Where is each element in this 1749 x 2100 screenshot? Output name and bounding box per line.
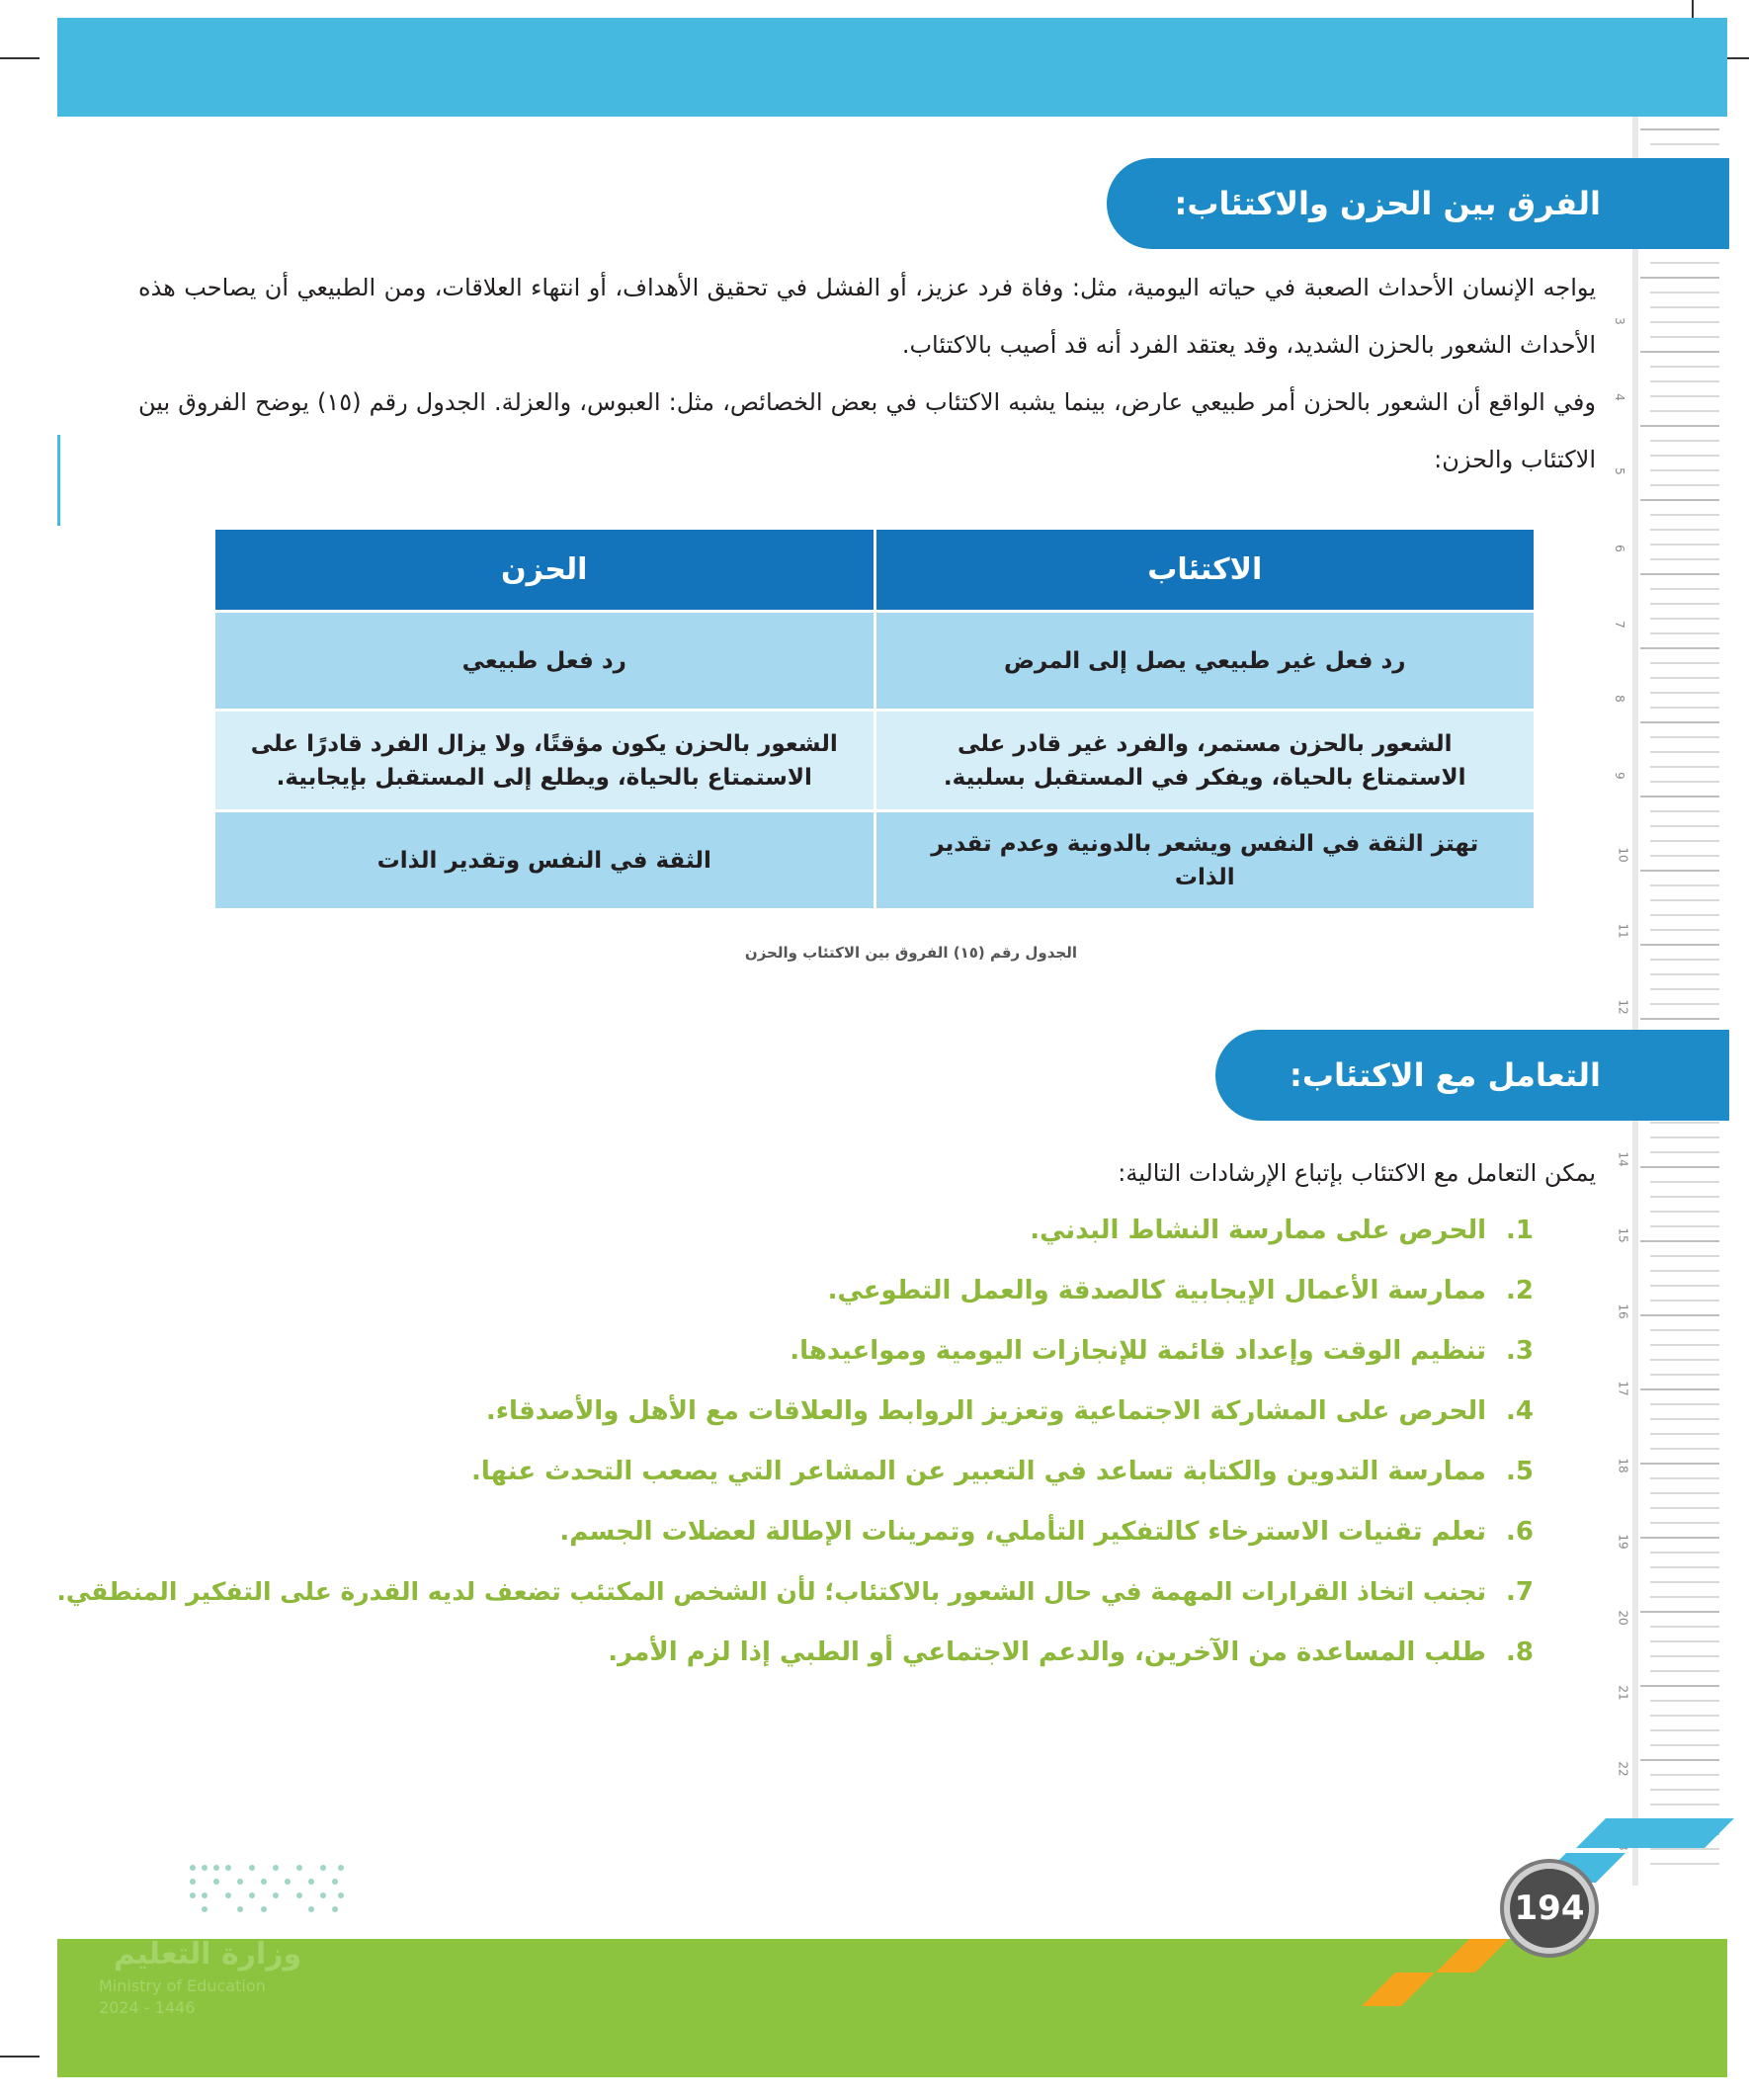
ruler-tick xyxy=(1650,292,1719,294)
ruler-number: 6 xyxy=(1612,545,1626,552)
ruler-number: 22 xyxy=(1616,1761,1630,1777)
ruler-tick xyxy=(1640,1463,1719,1465)
ruler-tick xyxy=(1650,1774,1719,1776)
section-title-difference: الفرق بين الحزن والاكتئاب: xyxy=(1107,158,1729,249)
side-ruler xyxy=(1632,117,1638,1886)
ruler-tick xyxy=(1640,1166,1719,1168)
ruler-tick xyxy=(1650,469,1719,471)
step-number: 7. xyxy=(1506,1577,1534,1607)
list-item xyxy=(138,1266,1534,1326)
ruler-tick xyxy=(1640,1240,1719,1242)
table-row xyxy=(214,711,1536,811)
ruler-tick xyxy=(1650,1670,1719,1672)
ruler-number: 20 xyxy=(1616,1610,1630,1626)
ruler-tick xyxy=(1650,1581,1719,1583)
ruler-tick xyxy=(1650,514,1719,516)
ruler-tick xyxy=(1650,1122,1719,1124)
ruler-tick xyxy=(1650,1848,1719,1850)
ruler-tick xyxy=(1650,751,1719,753)
step-text: طلب المساعدة من الآخرين، والدعم الاجتماعي أو الطبي إذا لزم الأمر. xyxy=(608,1638,1486,1667)
list-item xyxy=(138,1206,1534,1266)
table-row xyxy=(214,612,1536,711)
ruler-tick xyxy=(1650,914,1719,916)
ruler-tick xyxy=(1650,1700,1719,1702)
cell-depression: تهتز الثقة في النفس ويشعر بالدونية وعدم تقدير الذات xyxy=(874,811,1536,910)
step-number: 2. xyxy=(1506,1276,1534,1305)
ruler-number: 5 xyxy=(1612,467,1626,475)
list-item xyxy=(138,1507,1534,1567)
table-header-row xyxy=(214,529,1536,612)
ruler-tick xyxy=(1650,1270,1719,1272)
ruler-tick xyxy=(1640,1759,1719,1761)
coping-intro: يمكن التعامل مع الاكتئاب بإتباع الإرشادات التالية: xyxy=(1118,1159,1596,1187)
header-sadness: الحزن xyxy=(214,529,875,612)
ruler-number: 10 xyxy=(1616,847,1630,863)
crop-mark xyxy=(0,2056,40,2058)
ruler-tick xyxy=(1650,973,1719,975)
decorative-stripe xyxy=(1576,1818,1734,1848)
ruler-tick xyxy=(1650,262,1719,264)
ruler-tick xyxy=(1650,662,1719,664)
ruler-number: 7 xyxy=(1612,621,1626,629)
ruler-tick xyxy=(1650,395,1719,397)
ruler-tick xyxy=(1650,1196,1719,1198)
ruler-tick xyxy=(1650,1448,1719,1450)
step-number: 6. xyxy=(1506,1517,1534,1547)
ruler-tick xyxy=(1650,884,1719,886)
cell-sadness: رد فعل طبيعي xyxy=(214,612,875,711)
header-depression: الاكتئاب xyxy=(874,529,1536,612)
ruler-tick xyxy=(1640,796,1719,798)
ruler-tick xyxy=(1650,455,1719,457)
ministry-name-en: Ministry of Education xyxy=(99,1976,266,1995)
ruler-number: 8 xyxy=(1612,695,1626,703)
ministry-year: 2024 - 1446 xyxy=(99,1998,196,2017)
ruler-tick xyxy=(1650,336,1719,338)
ruler-tick xyxy=(1650,603,1719,605)
ruler-number: 4 xyxy=(1612,393,1626,401)
ruler-number: 9 xyxy=(1612,772,1626,780)
ruler-tick xyxy=(1640,425,1719,427)
step-number: 8. xyxy=(1506,1638,1534,1667)
ruler-tick xyxy=(1640,1314,1719,1316)
ruler-number: 16 xyxy=(1616,1303,1630,1319)
ruler-number: 17 xyxy=(1616,1381,1630,1396)
page-number: 194 xyxy=(1504,1863,1595,1954)
list-item xyxy=(138,1628,1534,1688)
step-text: ممارسة الأعمال الإيجابية كالصدقة والعمل التطوعي. xyxy=(827,1276,1486,1305)
ruler-number: 21 xyxy=(1616,1685,1630,1701)
ministry-logo-icon xyxy=(183,1860,351,1919)
ruler-tick xyxy=(1640,647,1719,649)
comparison-table xyxy=(212,527,1537,911)
ruler-number: 15 xyxy=(1616,1227,1630,1243)
ruler-tick xyxy=(1640,499,1719,501)
ministry-name: وزارة التعليم xyxy=(113,1937,302,1972)
ruler-number: 14 xyxy=(1616,1151,1630,1167)
ruler-tick xyxy=(1650,929,1719,931)
margin-marker xyxy=(57,435,60,526)
intro-paragraph: يواجه الإنسان الأحداث الصعبة في حياته اليومية، مثل: وفاة فرد عزيز، أو الفشل في تحقيق الأهداف، أو انتهاء العلاقات، ومن الطبيعي أن يصاحب هذه الأحداث الشعور بالحزن الشديد، وقد يعتقد الفرد أنه قد أصيب بالاكتئاب. xyxy=(138,274,1596,359)
ruler-tick xyxy=(1650,1804,1719,1806)
cell-sadness: الشعور بالحزن يكون مؤقتًا، ولا يزال الفرد قادرًا على الاستمتاع بالحياة، ويطلع إلى المستقبل بإيجابية. xyxy=(214,711,875,811)
step-number: 5. xyxy=(1506,1457,1534,1486)
step-number: 4. xyxy=(1506,1396,1534,1426)
ruler-tick xyxy=(1650,321,1719,323)
ruler-tick xyxy=(1650,366,1719,368)
ruler-tick xyxy=(1650,1492,1719,1494)
ruler-tick xyxy=(1650,1418,1719,1420)
ruler-tick xyxy=(1650,588,1719,590)
ruler-tick xyxy=(1650,1403,1719,1405)
ruler-tick xyxy=(1650,840,1719,842)
ruler-number: 18 xyxy=(1616,1458,1630,1473)
ruler-tick xyxy=(1640,277,1719,279)
ruler-tick xyxy=(1650,1181,1719,1183)
step-text: ممارسة التدوين والكتابة تساعد في التعبير عن المشاعر التي يصعب التحدث عنها. xyxy=(470,1457,1486,1486)
ruler-tick xyxy=(1650,707,1719,709)
ruler-tick xyxy=(1650,632,1719,634)
ruler-tick xyxy=(1650,1626,1719,1628)
ruler-tick xyxy=(1650,1522,1719,1524)
ruler-tick xyxy=(1650,484,1719,486)
ruler-tick xyxy=(1650,1789,1719,1791)
ruler-tick xyxy=(1650,1225,1719,1227)
step-text: تعلم تقنيات الاسترخاء كالتفكير التأملي، وتمرينات الإطالة لعضلات الجسم. xyxy=(559,1517,1486,1547)
ruler-tick xyxy=(1650,677,1719,679)
ruler-tick xyxy=(1640,870,1719,872)
ruler-number: 11 xyxy=(1616,923,1630,939)
table-caption: الجدول رقم (١٥) الفروق بين الاكتئاب والحزن xyxy=(744,944,1077,962)
cell-depression: رد فعل غير طبيعي يصل إلى المرض xyxy=(874,612,1536,711)
ruler-tick xyxy=(1650,618,1719,620)
ruler-tick xyxy=(1650,959,1719,961)
ruler-tick xyxy=(1650,1374,1719,1376)
step-text: تنظيم الوقت وإعداد قائمة للإنجازات اليومية ومواعيدها. xyxy=(790,1336,1486,1366)
ruler-tick xyxy=(1640,1388,1719,1390)
ruler-tick xyxy=(1640,1018,1719,1020)
step-text: الحرص على ممارسة النشاط البدني. xyxy=(1030,1216,1486,1245)
ruler-tick xyxy=(1650,1285,1719,1287)
cell-depression: الشعور بالحزن مستمر، والفرد غير قادر على الاستمتاع بالحياة، ويفكر في المستقبل بسلبية. xyxy=(874,711,1536,811)
ruler-tick xyxy=(1650,988,1719,990)
list-item xyxy=(138,1326,1534,1386)
ruler-tick xyxy=(1650,410,1719,412)
ruler-tick xyxy=(1650,1566,1719,1568)
ruler-tick xyxy=(1650,558,1719,560)
ruler-tick xyxy=(1650,1136,1719,1138)
ruler-tick xyxy=(1650,825,1719,827)
table-row xyxy=(214,811,1536,910)
ruler-tick xyxy=(1650,1344,1719,1346)
ruler-tick xyxy=(1650,899,1719,901)
ruler-tick xyxy=(1650,855,1719,857)
ruler-tick xyxy=(1640,1537,1719,1539)
ruler-tick xyxy=(1650,1477,1719,1479)
ruler-number: 3 xyxy=(1612,317,1626,325)
ruler-tick xyxy=(1640,128,1719,130)
ruler-tick xyxy=(1650,1552,1719,1554)
ruler-tick xyxy=(1650,1255,1719,1257)
ruler-tick xyxy=(1650,1729,1719,1731)
step-text: الحرص على المشاركة الاجتماعية وتعزيز الروابط والعلاقات مع الأهل والأصدقاء. xyxy=(485,1396,1486,1426)
ruler-tick xyxy=(1650,1655,1719,1657)
ruler-tick xyxy=(1650,1863,1719,1865)
ruler-tick xyxy=(1650,1329,1719,1331)
ruler-tick xyxy=(1650,143,1719,145)
ruler-tick xyxy=(1650,1151,1719,1153)
cell-sadness: الثقة في النفس وتقدير الذات xyxy=(214,811,875,910)
ruler-tick xyxy=(1640,351,1719,353)
top-banner xyxy=(57,18,1727,117)
crop-mark xyxy=(0,57,40,59)
list-item xyxy=(56,1567,1534,1628)
ruler-tick xyxy=(1640,1611,1719,1613)
ruler-tick xyxy=(1650,781,1719,783)
coping-steps-list xyxy=(56,1206,1534,1688)
ruler-tick xyxy=(1650,544,1719,546)
ruler-tick xyxy=(1650,1715,1719,1717)
ruler-tick xyxy=(1640,944,1719,946)
step-number: 1. xyxy=(1506,1216,1534,1245)
ruler-tick xyxy=(1650,380,1719,382)
ruler-tick xyxy=(1640,573,1719,575)
step-number: 3. xyxy=(1506,1336,1534,1366)
ruler-tick xyxy=(1650,306,1719,308)
ruler-tick xyxy=(1640,1685,1719,1687)
comparison-paragraph: وفي الواقع أن الشعور بالحزن أمر طبيعي عارض، بينما يشبه الاكتئاب في بعض الخصائص، مثل: العبوس، والعزلة. الجدول رقم (١٥) يوضح الفروق بين الاكتئاب والحزن: xyxy=(138,388,1596,473)
list-item xyxy=(138,1386,1534,1447)
ruler-tick xyxy=(1650,1300,1719,1302)
ruler-tick xyxy=(1640,721,1719,723)
ruler-tick xyxy=(1650,440,1719,442)
ruler-tick xyxy=(1650,1359,1719,1361)
ruler-tick xyxy=(1650,1433,1719,1435)
ruler-tick xyxy=(1650,1211,1719,1213)
ruler-tick xyxy=(1650,1596,1719,1598)
ruler-tick xyxy=(1650,810,1719,812)
ruler-tick xyxy=(1650,1744,1719,1746)
list-item xyxy=(138,1447,1534,1507)
ruler-number: 19 xyxy=(1616,1534,1630,1550)
ruler-tick xyxy=(1650,766,1719,768)
section-title-coping: التعامل مع الاكتئاب: xyxy=(1215,1030,1729,1121)
ruler-tick xyxy=(1650,736,1719,738)
ruler-tick xyxy=(1650,529,1719,531)
ruler-tick xyxy=(1650,1640,1719,1642)
ruler-tick xyxy=(1650,1003,1719,1005)
step-text: تجنب اتخاذ القرارات المهمة في حال الشعور بالاكتئاب؛ لأن الشخص المكتئب تضعف لديه القدرة على التفكير المنطقي. xyxy=(56,1577,1486,1606)
ruler-number: 12 xyxy=(1616,999,1630,1015)
ruler-tick xyxy=(1650,692,1719,694)
ruler-tick xyxy=(1650,1507,1719,1509)
